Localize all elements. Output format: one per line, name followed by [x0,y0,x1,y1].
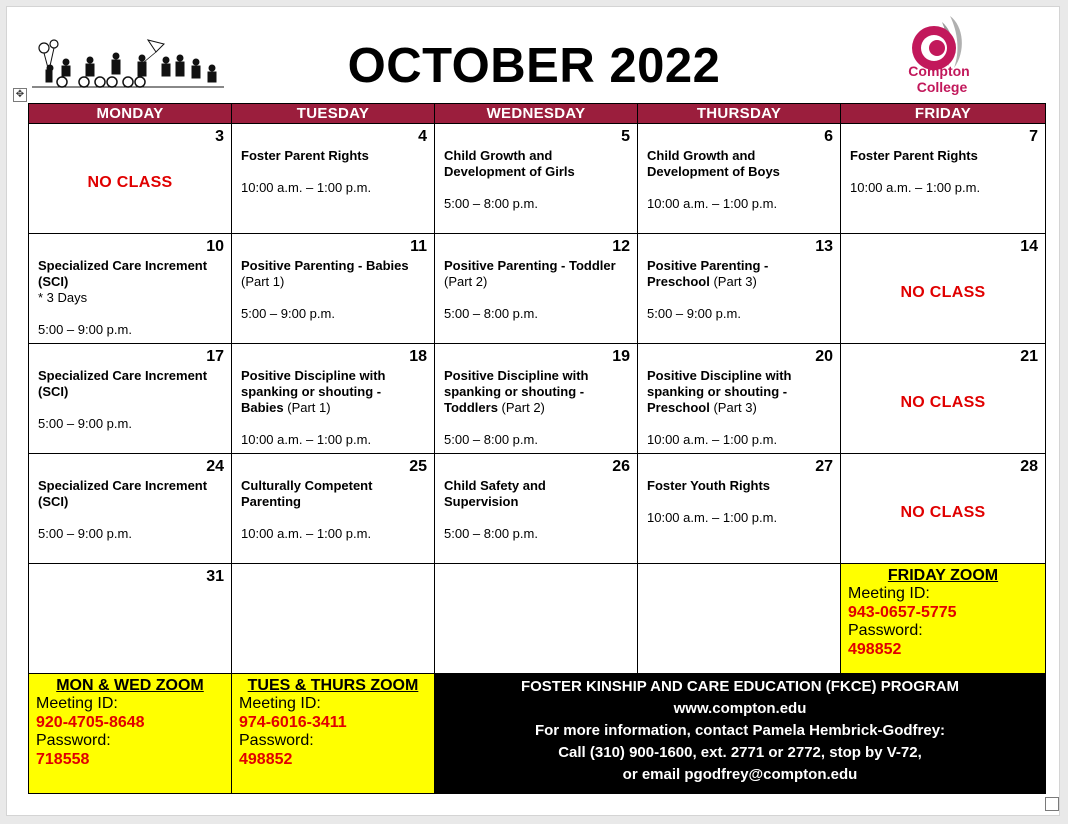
event-title-line [647,164,836,180]
event-title-line [38,368,227,384]
password-value: 498852 [848,640,902,658]
spacer [38,306,227,322]
event-time: 5:00 – 8:00 p.m. [444,526,538,541]
day-number: 5 [621,128,630,145]
day-cell[interactable] [841,124,1046,234]
event-part: (Part 2) [497,400,545,415]
day-cell[interactable] [232,124,435,234]
spacer [444,180,633,196]
class-event [647,368,836,448]
page-title: OCTOBER 2022 [347,39,721,93]
day-number: 25 [409,458,427,475]
class-event [647,258,836,322]
calendar-week-row [29,344,1046,454]
event-title-line [38,494,227,510]
event-title-line [444,478,633,494]
program-website: www.compton.edu [673,700,807,717]
event-part: (Part 3) [709,274,757,289]
no-class-label: NO CLASS [87,174,173,191]
event-title: (SCI) [38,494,69,509]
day-cell[interactable] [841,454,1046,564]
day-number: 7 [1029,128,1038,145]
event-title: Preschool [647,400,710,415]
event-title-line [38,258,227,274]
event-title-line [444,164,633,180]
day-cell[interactable] [638,124,841,234]
event-title: Foster Parent Rights [850,148,978,163]
spacer [647,416,836,432]
day-cell[interactable] [841,234,1046,344]
event-title: Child Growth and [444,148,553,163]
event-title-line [38,274,227,290]
event-note: * 3 Days [38,290,88,305]
weekday-header: MONDAY [29,104,232,124]
password-label: Password: [36,732,111,749]
class-event [241,148,430,196]
event-title-line [647,400,836,416]
day-number: 21 [1020,348,1038,365]
event-title-line [647,274,836,290]
day-cell[interactable] [435,234,638,344]
tue-thu-zoom-box[interactable] [232,674,435,794]
empty-cell[interactable] [638,564,841,674]
class-event [38,478,227,542]
day-number: 12 [612,238,630,255]
event-time: 5:00 – 9:00 p.m. [38,526,132,541]
spacer [647,290,836,306]
event-title-line [241,494,430,510]
day-number: 13 [815,238,833,255]
event-title: Toddlers [444,400,498,415]
day-number: 27 [815,458,833,475]
class-event [444,258,633,322]
day-cell[interactable] [29,234,232,344]
event-title: Development of Boys [647,164,780,179]
event-title: Positive Parenting - [647,258,769,273]
event-title: (SCI) [38,274,69,289]
event-title: spanking or shouting - [647,384,788,399]
event-title: Culturally Competent [241,478,373,493]
spacer [241,510,430,526]
password-label: Password: [848,622,923,639]
class-event [647,148,836,212]
event-time: 5:00 – 9:00 p.m. [38,416,132,431]
day-cell[interactable] [29,124,232,234]
table-move-handle[interactable]: ✥ [13,88,27,102]
empty-cell[interactable] [232,564,435,674]
day-cell[interactable] [638,234,841,344]
event-title-line [647,384,836,400]
logo-text-line2: College [916,79,968,95]
day-number: 14 [1020,238,1038,255]
event-title-line [38,384,227,400]
day-cell[interactable] [232,344,435,454]
contact-line: For more information, contact Pamela Hembrick-Godfrey: [534,722,946,739]
program-info-box[interactable] [435,674,1046,794]
class-event [850,148,1041,196]
calendar-week-row [29,234,1046,344]
day-cell[interactable] [29,344,232,454]
class-event [38,368,227,432]
meeting-id-label: Meeting ID: [239,695,321,712]
event-title: Positive Parenting - Babies [241,258,409,273]
weekday-header: THURSDAY [638,104,841,124]
event-title-line [241,400,430,416]
event-title: Preschool [647,274,710,289]
day-number: 31 [206,568,224,585]
event-title: (SCI) [38,384,69,399]
event-time: 5:00 – 8:00 p.m. [444,306,538,321]
meeting-id-label: Meeting ID: [848,585,930,602]
event-time: 10:00 a.m. – 1:00 p.m. [241,526,372,541]
event-title: Positive Parenting - Toddler [444,258,616,273]
day-number: 17 [206,348,224,365]
day-cell[interactable] [435,344,638,454]
spacer [850,164,1041,180]
meeting-id-label: Meeting ID: [36,695,118,712]
event-title: Positive Discipline with [647,368,792,383]
class-event [444,478,633,542]
event-title: Positive Discipline with [444,368,589,383]
day-number: 24 [206,458,224,475]
spacer [241,164,430,180]
day-cell[interactable] [638,454,841,564]
day-cell[interactable] [435,124,638,234]
event-note: (Part 2) [444,274,488,289]
table-resize-handle[interactable] [1045,797,1059,811]
event-time: 10:00 a.m. – 1:00 p.m. [850,180,981,195]
event-title-line [241,384,430,400]
event-time: 5:00 – 9:00 p.m. [38,322,132,337]
event-title-line [241,258,430,274]
event-time: 10:00 a.m. – 1:00 p.m. [647,510,778,525]
weekday-header: FRIDAY [841,104,1046,124]
no-class-label: NO CLASS [900,284,986,301]
day-cell[interactable] [29,454,232,564]
spacer [647,494,836,510]
event-title: Positive Discipline with [241,368,386,383]
friday-zoom-heading: FRIDAY ZOOM [887,567,999,584]
event-title-line [647,148,836,164]
event-time: 5:00 – 9:00 p.m. [241,306,335,321]
spacer [647,180,836,196]
spacer [241,416,430,432]
day-number: 18 [409,348,427,365]
empty-cell[interactable] [435,564,638,674]
spacer [444,290,633,306]
class-event [444,368,633,448]
calendar-week-row [29,454,1046,564]
day-number: 28 [1020,458,1038,475]
day-number: 6 [824,128,833,145]
event-title-line [444,368,633,384]
event-time: 5:00 – 8:00 p.m. [444,196,538,211]
weekday-header-row [29,104,1046,124]
spacer [444,510,633,526]
event-title: Specialized Care Increment [38,258,208,273]
event-title: Foster Parent Rights [241,148,369,163]
tue-thu-zoom-heading: TUES & THURS ZOOM [247,677,419,694]
event-title-line [38,478,227,494]
event-title-line [444,400,633,416]
day-number: 3 [215,128,224,145]
day-cell[interactable] [435,454,638,564]
event-title: spanking or shouting - [241,384,382,399]
event-title: Parenting [241,494,301,509]
logo-text-line1: Compton [908,63,970,79]
event-part: (Part 3) [709,400,757,415]
event-title-line [850,148,1041,164]
program-name: FOSTER KINSHIP AND CARE EDUCATION (FKCE) PROGRAM [520,678,960,695]
calendar-week-row [29,564,1046,674]
event-title: Child Growth and [647,148,756,163]
calendar-table [28,103,1046,794]
event-time: 10:00 a.m. – 1:00 p.m. [241,432,372,447]
event-part: (Part 1) [283,400,331,415]
day-number: 4 [418,128,427,145]
event-time: 5:00 – 9:00 p.m. [647,306,741,321]
event-time: 10:00 a.m. – 1:00 p.m. [241,180,372,195]
day-number: 11 [410,238,427,255]
event-time: 10:00 a.m. – 1:00 p.m. [647,196,778,211]
spacer [444,416,633,432]
day-cell[interactable] [232,454,435,564]
phone-line: Call (310) 900-1600, ext. 2771 or 2772, stop by V-72, [558,744,922,761]
event-time: 10:00 a.m. – 1:00 p.m. [647,432,778,447]
compton-college-logo [904,12,974,100]
class-event [444,148,633,212]
event-note: (Part 1) [241,274,285,289]
event-title: Babies [241,400,284,415]
event-title: Child Safety and [444,478,546,493]
class-event [241,258,430,322]
no-class-label: NO CLASS [900,394,986,411]
no-class-label: NO CLASS [900,504,986,521]
event-title: Supervision [444,494,519,509]
day-cell[interactable] [232,234,435,344]
event-title-line [647,478,836,494]
event-title-line [647,258,836,274]
event-title-line [241,368,430,384]
program-info-text [435,674,1045,786]
email-line: or email pgodfrey@compton.edu [622,766,858,783]
weekday-header: WEDNESDAY [435,104,638,124]
day-cell[interactable] [841,344,1046,454]
event-title-line [444,494,633,510]
event-title-line [444,148,633,164]
event-title-line [444,258,633,274]
day-number: 20 [815,348,833,365]
class-event [647,478,836,526]
spacer [38,400,227,416]
class-event [241,368,430,448]
class-event [241,478,430,542]
day-number: 26 [612,458,630,475]
mon-wed-zoom-box[interactable] [29,674,232,794]
day-number: 10 [206,238,224,255]
event-title-line [241,478,430,494]
meeting-id-value: 974-6016-3411 [239,713,347,731]
event-title: Specialized Care Increment [38,368,208,383]
calendar-week-row [29,124,1046,234]
event-time: 5:00 – 8:00 p.m. [444,432,538,447]
event-title-line [444,384,633,400]
event-title-line [241,148,430,164]
spacer [38,510,227,526]
event-title: Foster Youth Rights [647,478,771,493]
password-label: Password: [239,732,314,749]
password-value: 718558 [36,750,90,768]
event-title-line [647,368,836,384]
meeting-id-value: 943-0657-5775 [848,603,957,621]
event-title: spanking or shouting - [444,384,585,399]
friday-zoom-box[interactable] [841,564,1046,674]
day-cell[interactable] [638,344,841,454]
event-title: Specialized Care Increment [38,478,208,493]
event-title: Development of Girls [444,164,575,179]
password-value: 498852 [239,750,293,768]
footer-row [29,674,1046,794]
day-cell[interactable] [29,564,232,674]
day-number: 19 [612,348,630,365]
spacer [241,290,430,306]
weekday-header: TUESDAY [232,104,435,124]
mon-wed-zoom-heading: MON & WED ZOOM [56,677,204,694]
class-event [38,258,227,338]
meeting-id-value: 920-4705-8648 [36,713,145,731]
